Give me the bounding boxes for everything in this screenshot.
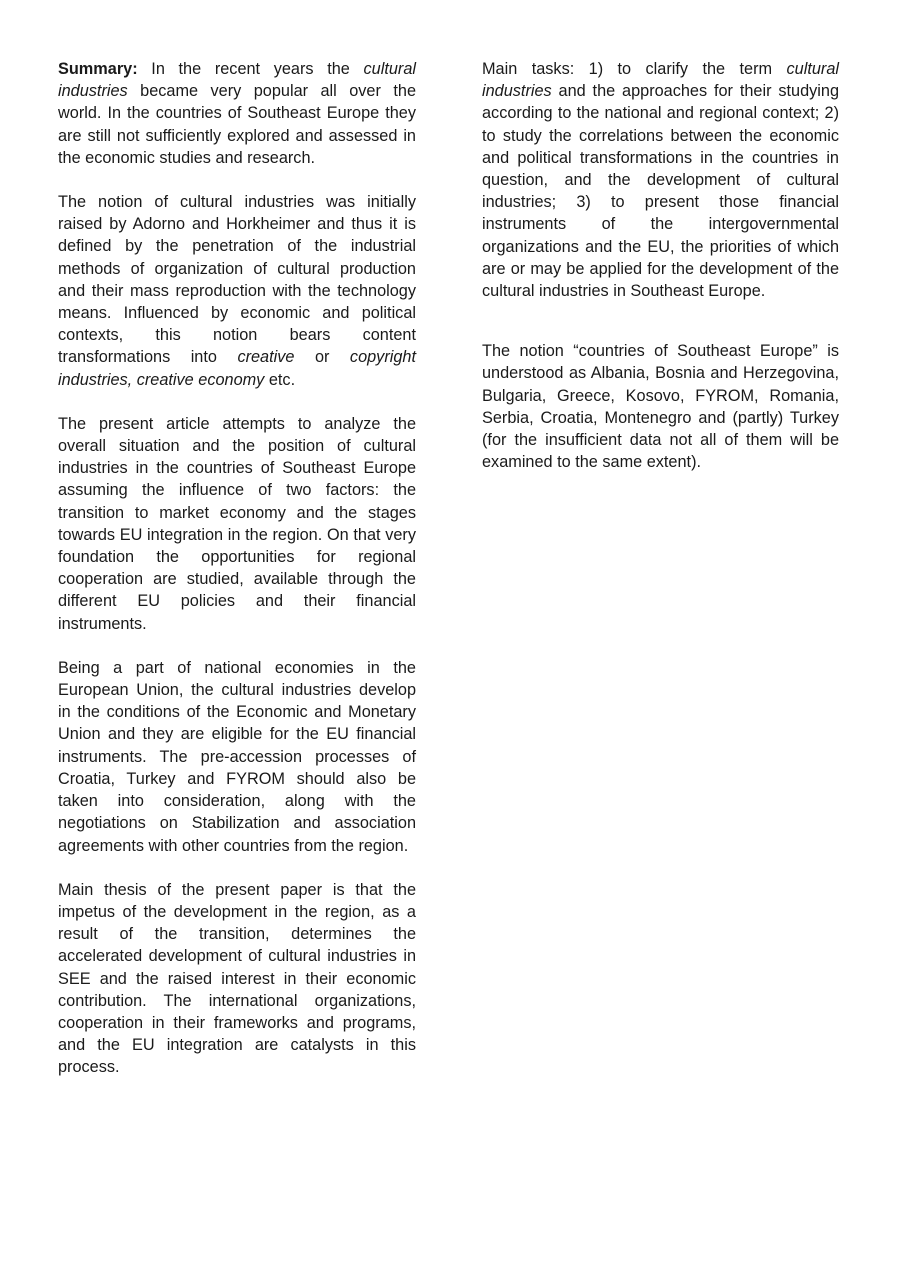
notion-emphasis-creative: creative (237, 348, 295, 367)
left-column (58, 58, 416, 1079)
main-tasks-paragraph (482, 58, 839, 302)
countries-paragraph: The notion “countries of Southeast Europe” is understood as Albania, Bosnia and Herzegovina, Bulgaria, Greece, Kosovo, FYROM, Romania, Serbia, Croatia, Montenegro and (partly) Turkey (for the insufficient data not all of them will be examined to the same extent). (482, 342, 839, 472)
summary-text-b: became very popular all over the world. In the countries of Southeast Europe they are still not sufficiently explored and assessed in the economic studies and research. (58, 82, 416, 167)
summary-text-a: In the recent years the (137, 60, 364, 78)
tasks-text-a: Main tasks: 1) to clarify the term (482, 60, 787, 78)
notion-text-c: etc. (264, 370, 296, 389)
summary-emphasis-cultural-industries: cultural industries (58, 60, 416, 101)
tasks-text-b: and the approaches for their studying according to the national and regional context; 2) to study the correlations between the economic and political transformations in the countries in question, and the development of cultural industries; 3) to present those financial instruments of the intergovernmental organizations and the EU, the priorities of which are or may be applied for the development of the cultural industries in Southeast Europe. (482, 82, 839, 301)
notion-paragraph (58, 191, 416, 391)
notion-text-a: The notion of cultural industries was initially raised by Adorno and Horkheimer and thus it is defined by the penetration of the industrial methods of organization of cultural production and their mass reproduction with the technology means. Influenced by economic and political contexts, this notion bears content transformations into (58, 193, 416, 367)
summary-paragraph (58, 58, 416, 169)
notion-text-b: or (294, 348, 350, 367)
national-economies-paragraph: Being a part of national economies in the European Union, the cultural industries develop in the conditions of the Economic and Monetary Union and they are eligible for the EU financial instruments. The pre-accession processes of Croatia, Turkey and FYROM should also be taken into consideration, along with the negotiations on Stabilization and association agreements with other countries from the region. (58, 658, 416, 855)
right-column (482, 58, 839, 473)
tasks-emphasis-cultural-industries: cultural industries (482, 60, 839, 101)
article-paragraph: The present article attempts to analyze the overall situation and the position of cultural industries in the countries of Southeast Europe assuming the influence of two factors: the transition to market economy and the stages towards EU integration in the region. On that very foundation the opportunities for regional cooperation are studied, available through the different EU policies and their financial instruments. (58, 414, 416, 633)
notion-emphasis-copyright: copyright industries, creative economy (58, 348, 416, 389)
summary-label: Summary: (58, 60, 138, 78)
main-thesis-paragraph: Main thesis of the present paper is that the impetus of the development in the region, as a result of the transition, determines the accelerated development of cultural industries in SEE and the raised interest in their economic contribution. The international organizations, cooperation in their frameworks and programs, and the EU integration are catalysts in this process. (58, 880, 416, 1077)
